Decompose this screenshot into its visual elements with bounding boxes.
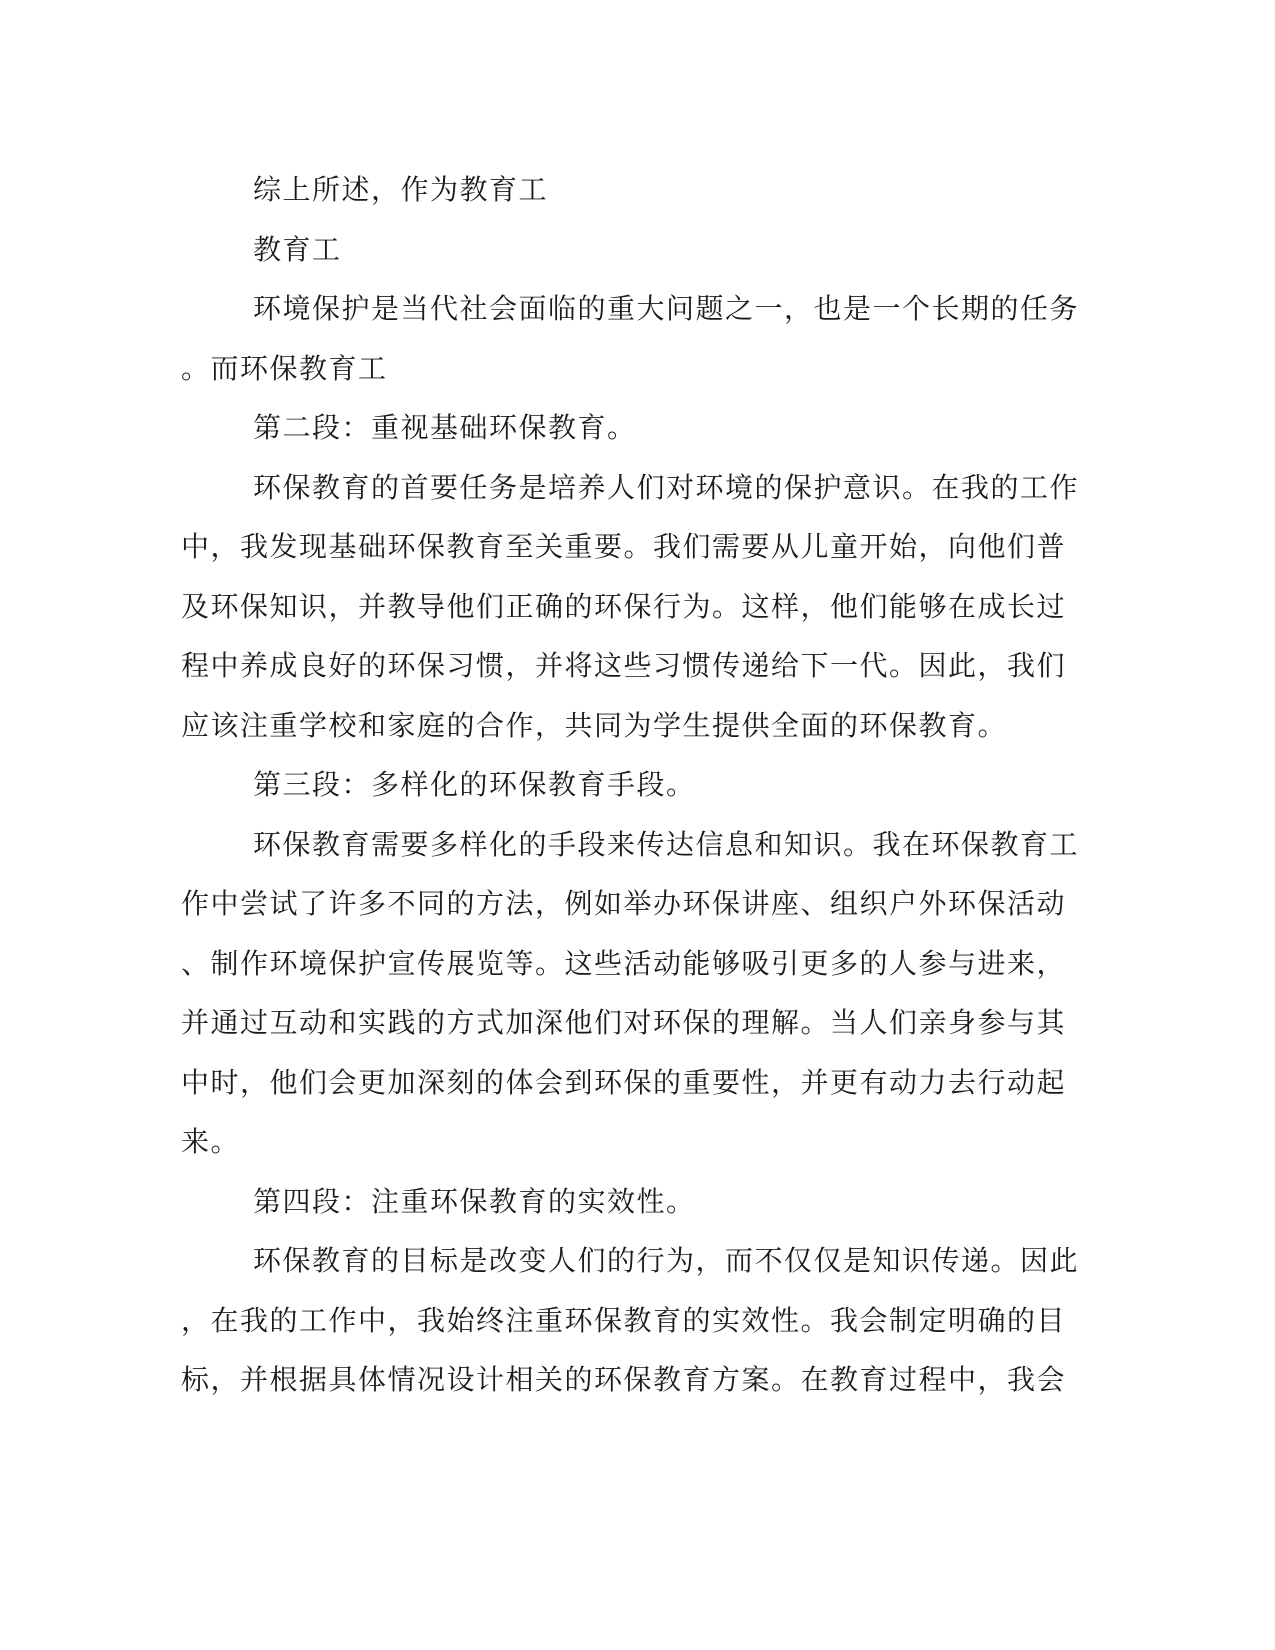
text-line: 环保教育的首要任务是培养人们对环境的保护意识。在我的工作 <box>253 470 1080 504</box>
text-line: 综上所述，作为教育工 <box>253 173 549 206</box>
section-heading: 第三段：多样化的环保教育手段。 <box>253 768 696 801</box>
document-body <box>181 160 1080 1410</box>
text-line: 标，并根据具体情况设计相关的环保教育方案。在教育过程中，我会 <box>181 1363 1067 1396</box>
text-line: 及环保知识，并教导他们正确的环保行为。这样，他们能够在成长过 <box>181 589 1067 623</box>
text-line: 应该注重学校和家庭的合作，共同为学生提供全面的环保教育。 <box>181 708 1008 742</box>
section-heading: 第四段：注重环保教育的实效性。 <box>253 1184 696 1218</box>
text-line: 程中养成良好的环保习惯，并将这些习惯传递给下一代。因此，我们 <box>181 649 1067 682</box>
text-line: 教育工 <box>253 232 342 266</box>
text-line: 环保教育的目标是改变人们的行为，而不仅仅是知识传递。因此 <box>253 1244 1080 1277</box>
text-line: 、制作环境保护宣传展览等。这些活动能够吸引更多的人参与进来， <box>181 946 1067 980</box>
text-line: 来。 <box>181 1125 241 1158</box>
section-heading: 第二段：重视基础环保教育。 <box>253 411 637 444</box>
text-line: ，在我的工作中，我始终注重环保教育的实效性。我会制定明确的目 <box>181 1303 1067 1337</box>
text-line: 环境保护是当代社会面临的重大问题之一，也是一个长期的任务 <box>253 292 1080 325</box>
text-line: 。而环保教育工 <box>181 351 388 385</box>
text-line: 并通过互动和实践的方式加深他们对环保的理解。当人们亲身参与其 <box>181 1006 1067 1039</box>
text-line: 中时，他们会更加深刻的体会到环保的重要性，并更有动力去行动起 <box>181 1065 1067 1099</box>
text-line: 作中尝试了许多不同的方法，例如举办环保讲座、组织户外环保活动 <box>181 887 1067 920</box>
text-line: 中，我发现基础环保教育至关重要。我们需要从儿童开始，向他们普 <box>181 530 1067 563</box>
text-line: 环保教育需要多样化的手段来传达信息和知识。我在环保教育工 <box>253 827 1080 861</box>
